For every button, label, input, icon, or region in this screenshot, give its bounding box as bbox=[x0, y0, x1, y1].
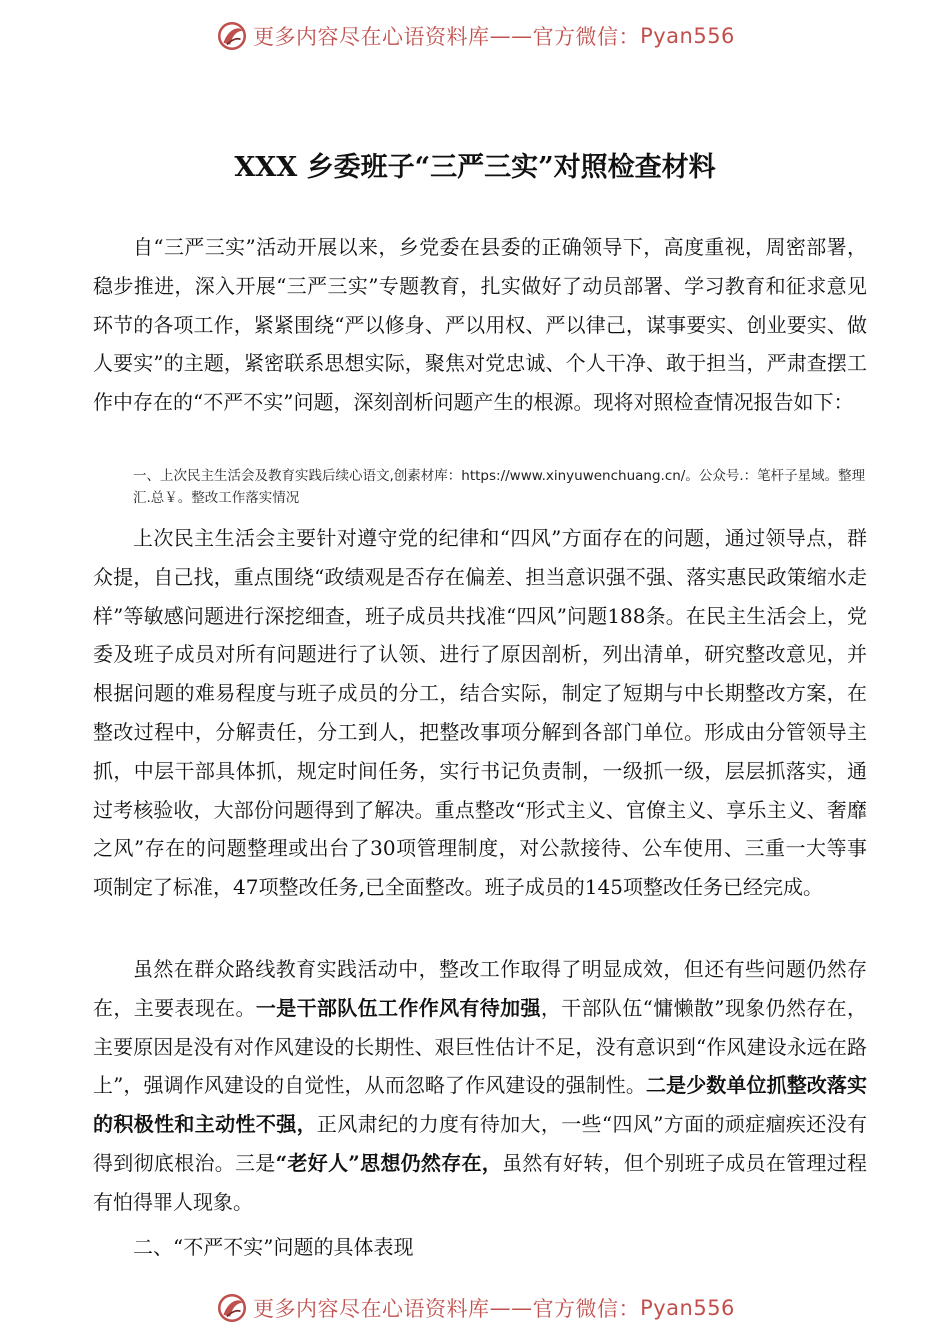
watermark-wechat-label: 官方微信： bbox=[532, 25, 641, 49]
issues-paragraph bbox=[93, 950, 867, 1222]
issue-one-heading: 一是干部队伍工作作风有待加强 bbox=[255, 995, 541, 1020]
watermark-site: 更多内容尽在心语资料库 bbox=[253, 25, 490, 49]
document-title: XXX 乡委班子“三严三实”对照检查材料 bbox=[234, 152, 716, 183]
section-note: 一、上次民主生活会及教育实践后续心语文,创素材库：https://www.xinyuwenchuang.cn/。公众号.：笔杆子星域。整理汇.总￥。整改工作落实情况 bbox=[133, 468, 866, 506]
watermark-site: 更多内容尽在心语资料库 bbox=[253, 1297, 490, 1321]
issues-text-c: ，干部队伍“慵懒散”现象仍然存在，主要原因是没有对作风建设的长期性、艰巨性估计不足，没有意识到“作风建设永远在路上”，强调作风建设的自觉性，从而忽略了作风建设的强制性。 bbox=[93, 995, 868, 1098]
intro-paragraph: 自“三严三实”活动开展以来，乡党委在县委的正确领导下，高度重视，周密部署，稳步推进，深入开展“三严三实”专题教育，扎实做好了动员部署、学习教育和征求意见环节的各项工作，紧紧围绕“严以修身、严以用权、严以律己，谋事要实、创业要实、做人要实”的主题，紧密联系思想实际，聚焦对党忠诚、个人干净、敢于担当，严肃查摆工作中存在的“不严不实”问题，深刻剖析问题产生的根源。现将对照检查情况报告如下： bbox=[93, 235, 867, 415]
top-watermark bbox=[0, 16, 950, 56]
feather-swirl-logo-icon bbox=[215, 19, 249, 53]
section1-paragraph: 上次民主生活会主要针对遵守党的纪律和“四风”方面存在的问题，通过领导点，群众提，自己找，重点围绕“政绩观是否存在偏差、担当意识强不强、落实惠民政策缩水走样”等敏感问题进行深挖细查，班子成员共找准“四风”问题188条。在民主生活会上，党委及班子成员对所有问题进行了认领、进行了原因剖析，列出清单，研究整改意见，并根据问题的难易程度与班子成员的分工，结合实际，制定了短期与中长期整改方案，在整改过程中，分解责任，分工到人，把整改事项分解到各部门单位。形成由分管领导主抓，中层干部具体抓，规定时间任务，实行书记负责制，一级抓一级，层层抓落实，通过考核验收，大部份问题得到了解决。重点整改“形式主义、官僚主义、享乐主义、奢靡之风”存在的问题整理或出台了30项管理制度，对公款接待、公车使用、三重一大等事项制定了标准，47项整改任务,已全面整改。班子成员的145项整改任务已经完成。 bbox=[93, 526, 867, 900]
watermark-separator: —— bbox=[489, 1296, 533, 1320]
bottom-watermark bbox=[0, 1288, 950, 1328]
watermark-wechat-label: 官方微信： bbox=[532, 1297, 641, 1321]
issue-three-heading: “老好人”思想仍然存在， bbox=[275, 1150, 503, 1175]
issues-text-a: 虽然在群众路线教育实践活动中，整改工作取得了明显成效，但还有些问题仍然存在，主要表现在。 bbox=[93, 957, 867, 1020]
feather-swirl-logo-icon bbox=[215, 1291, 249, 1325]
watermark-wechat-id: Pyan556 bbox=[640, 1296, 735, 1320]
issue-two-heading: 二是少数单位抓整改落实的积极性和主动性不强， bbox=[93, 1073, 867, 1137]
section2-heading: 二、“不严不实”问题的具体表现 bbox=[133, 1235, 414, 1259]
watermark-separator: —— bbox=[489, 24, 533, 48]
issues-text-g: 虽然有好转，但个别班子成员在管理过程有怕得罪人现象。 bbox=[93, 1150, 868, 1214]
issues-text-e: 正风肃纪的力度有待加大，一些“四风”方面的顽症痼疾还没有得到彻底根治。三是 bbox=[93, 1112, 867, 1175]
watermark-wechat-id: Pyan556 bbox=[640, 24, 735, 48]
